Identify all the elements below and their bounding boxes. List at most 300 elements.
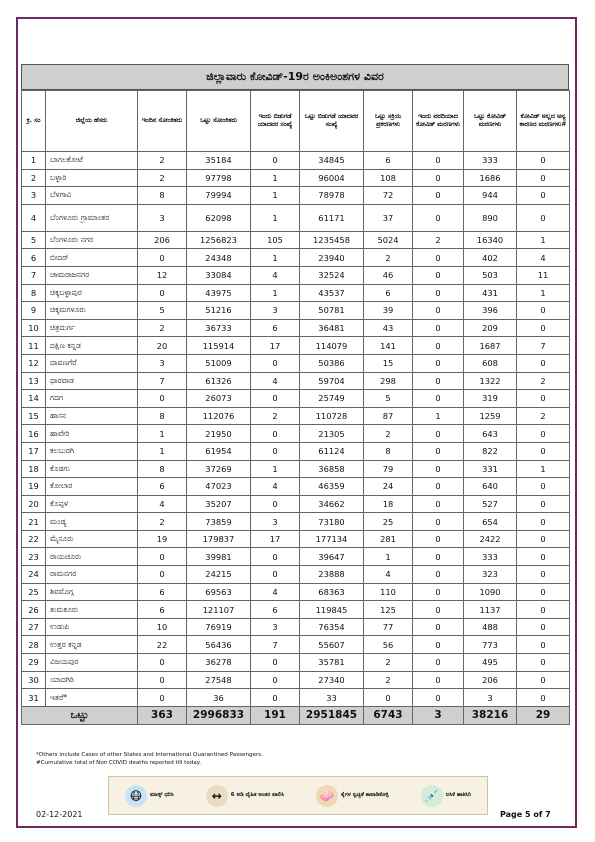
table-cell: 36278 — [187, 654, 251, 672]
table-row — [22, 495, 570, 513]
table-cell: 0 — [517, 187, 570, 205]
table-cell: 0 — [517, 390, 570, 408]
column-header: ಒಟ್ಟು ಕೋವಿಡ್ ಮರಣಗಳು — [464, 91, 517, 152]
table-cell: 32524 — [300, 266, 364, 284]
column-header: ಒಟ್ಟು ಸಕ್ರಿಯ ಪ್ರಕರಣಗಳು — [364, 91, 413, 152]
table-cell: 50781 — [300, 302, 364, 320]
table-cell: 69563 — [187, 583, 251, 601]
table-cell: 21 — [22, 513, 46, 531]
table-cell: 19 — [22, 478, 46, 496]
footnote-non-covid: #Cumulative total of Non COVID deaths reported till today. — [36, 759, 202, 766]
total-cell: 363 — [138, 706, 187, 724]
district-name-cell: ಮೈಸೂರು — [46, 530, 138, 548]
table-cell: 0 — [413, 249, 464, 267]
table-cell: 0 — [413, 187, 464, 205]
table-cell: 0 — [517, 152, 570, 170]
table-cell: 18 — [22, 460, 46, 478]
table-cell: 0 — [413, 654, 464, 672]
table-cell: 17 — [251, 530, 300, 548]
table-cell: 0 — [517, 654, 570, 672]
table-title: ಜಿಲ್ಲಾವಾರು ಕೋವಿಡ್-19ರ ಅಂಕಿಅಂಶಗಳ ವಿವರ — [21, 64, 569, 90]
table-cell: 527 — [464, 495, 517, 513]
table-cell: 79994 — [187, 187, 251, 205]
table-row — [22, 249, 570, 267]
table-cell: 0 — [251, 390, 300, 408]
table-cell: 0 — [413, 548, 464, 566]
table-cell: 209 — [464, 319, 517, 337]
table-cell: 0 — [517, 566, 570, 584]
table-row — [22, 478, 570, 496]
table-cell: 87 — [364, 407, 413, 425]
table-cell: 281 — [364, 530, 413, 548]
district-name-cell: ಕೊಪ್ಪಳ — [46, 495, 138, 513]
table-cell: 944 — [464, 187, 517, 205]
table-cell: 0 — [138, 249, 187, 267]
safety-banner — [108, 776, 488, 815]
table-cell: 56 — [364, 636, 413, 654]
table-row — [22, 601, 570, 619]
table-cell: 0 — [517, 671, 570, 689]
table-row — [22, 636, 570, 654]
table-cell: 110 — [364, 583, 413, 601]
table-cell: 0 — [517, 689, 570, 707]
table-row — [22, 689, 570, 707]
table-row — [22, 319, 570, 337]
table-cell: 33084 — [187, 266, 251, 284]
table-cell: 5024 — [364, 231, 413, 249]
table-cell: 51216 — [187, 302, 251, 320]
table-cell: 2 — [138, 319, 187, 337]
total-row — [22, 706, 570, 724]
total-cell: 3 — [413, 706, 464, 724]
table-cell: 0 — [413, 636, 464, 654]
table-cell: 0 — [413, 583, 464, 601]
footnotes — [36, 752, 263, 767]
table-cell: 27340 — [300, 671, 364, 689]
table-cell: 0 — [138, 654, 187, 672]
table-cell: 0 — [138, 566, 187, 584]
table-cell: 18 — [364, 495, 413, 513]
table-cell: 6 — [138, 478, 187, 496]
table-cell: 0 — [138, 671, 187, 689]
table-cell: 141 — [364, 337, 413, 355]
district-name-cell: ದಕ್ಷಿಣ ಕನ್ನಡ — [46, 337, 138, 355]
district-name-cell: ಚಿತ್ರದುರ್ಗ — [46, 319, 138, 337]
table-cell: 319 — [464, 390, 517, 408]
table-cell: 0 — [413, 169, 464, 187]
table-cell: 10 — [138, 618, 187, 636]
table-cell: 36 — [187, 689, 251, 707]
table-cell: 0 — [517, 601, 570, 619]
table-cell: 47023 — [187, 478, 251, 496]
table-cell: 36733 — [187, 319, 251, 337]
table-header-row — [22, 91, 570, 152]
table-cell: 503 — [464, 266, 517, 284]
table-row — [22, 302, 570, 320]
table-cell: 0 — [413, 478, 464, 496]
table-cell: 0 — [517, 495, 570, 513]
table-cell: 121107 — [187, 601, 251, 619]
table-cell: 1687 — [464, 337, 517, 355]
table-cell: 0 — [251, 425, 300, 443]
table-cell: 4 — [138, 495, 187, 513]
table-cell: 72 — [364, 187, 413, 205]
table-cell: 0 — [413, 152, 464, 170]
table-cell: 7 — [138, 372, 187, 390]
vaccine-icon: 💉 — [421, 785, 443, 807]
page-number: Page 5 of 7 — [500, 810, 551, 819]
table-cell: 0 — [138, 689, 187, 707]
table-cell: 119845 — [300, 601, 364, 619]
district-name-cell: ರಾಯಚೂರು — [46, 548, 138, 566]
column-header: ಇಂದು ವರದಿಯಾದ ಕೋವಿಡ್ ಮರಣಗಳು — [413, 91, 464, 152]
table-cell: 298 — [364, 372, 413, 390]
column-header: ಇಂದು ಬಿಡುಗಡೆ ಯಾದವರ ಸಂಖ್ಯೆ — [251, 91, 300, 152]
banner-item — [206, 785, 284, 807]
table-cell: 1 — [251, 169, 300, 187]
table-cell: 25 — [364, 513, 413, 531]
table-cell: 4 — [251, 266, 300, 284]
table-cell: 16340 — [464, 231, 517, 249]
table-cell: 333 — [464, 548, 517, 566]
district-name-cell: ಬೀದರ್ — [46, 249, 138, 267]
table-cell: 35207 — [187, 495, 251, 513]
table-row — [22, 231, 570, 249]
table-cell: 0 — [413, 671, 464, 689]
table-cell: 0 — [251, 689, 300, 707]
report-date: 02-12-2021 — [36, 810, 83, 819]
table-cell: 35781 — [300, 654, 364, 672]
table-cell: 115914 — [187, 337, 251, 355]
table-cell: 1 — [517, 460, 570, 478]
table-cell: 6 — [251, 319, 300, 337]
district-name-cell: ಕಲಬುರಗಿ — [46, 442, 138, 460]
table-cell: 2 — [138, 513, 187, 531]
district-name-cell: ಉಡುಪಿ — [46, 618, 138, 636]
table-cell: 34662 — [300, 495, 364, 513]
table-row — [22, 654, 570, 672]
table-cell: 3 — [464, 689, 517, 707]
table-cell: 6 — [364, 284, 413, 302]
table-row — [22, 548, 570, 566]
table-row — [22, 390, 570, 408]
table-cell: 0 — [413, 530, 464, 548]
table-cell: 61124 — [300, 442, 364, 460]
table-cell: 0 — [251, 548, 300, 566]
total-label: ಒಟ್ಟು — [22, 706, 138, 724]
table-cell: 431 — [464, 284, 517, 302]
total-cell: 29 — [517, 706, 570, 724]
table-cell: 11 — [22, 337, 46, 355]
district-name-cell: ರಾಮನಗರ — [46, 566, 138, 584]
table-cell: 495 — [464, 654, 517, 672]
table-cell: 96004 — [300, 169, 364, 187]
table-cell: 1 — [138, 425, 187, 443]
table-cell: 773 — [464, 636, 517, 654]
table-cell: 0 — [413, 495, 464, 513]
table-row — [22, 566, 570, 584]
table-cell: 0 — [517, 583, 570, 601]
table-cell: 1 — [517, 231, 570, 249]
table-cell: 2 — [364, 249, 413, 267]
column-header: ಒಟ್ಟು ಸೋಂಕಿತರು — [187, 91, 251, 152]
table-cell: 79 — [364, 460, 413, 478]
table-cell: 3 — [138, 204, 187, 231]
table-cell: 2 — [413, 231, 464, 249]
table-body — [22, 152, 570, 725]
table-cell: 0 — [517, 478, 570, 496]
table-cell: 24 — [364, 478, 413, 496]
table-cell: 125 — [364, 601, 413, 619]
table-cell: 0 — [251, 671, 300, 689]
table-cell: 68363 — [300, 583, 364, 601]
table-cell: 7 — [251, 636, 300, 654]
total-cell: 6743 — [364, 706, 413, 724]
table-cell: 37269 — [187, 460, 251, 478]
table-cell: 0 — [413, 513, 464, 531]
table-cell: 1 — [138, 442, 187, 460]
table-row — [22, 442, 570, 460]
table-cell: 6 — [364, 152, 413, 170]
table-cell: 61954 — [187, 442, 251, 460]
table-row — [22, 152, 570, 170]
table-cell: 50386 — [300, 354, 364, 372]
table-cell: 27548 — [187, 671, 251, 689]
table-cell: 8 — [138, 187, 187, 205]
table-cell: 24 — [22, 566, 46, 584]
table-cell: 35184 — [187, 152, 251, 170]
table-cell: 27 — [22, 618, 46, 636]
table-cell: 0 — [413, 689, 464, 707]
total-cell: 38216 — [464, 706, 517, 724]
district-name-cell: ಯಾದಗಿರಿ — [46, 671, 138, 689]
district-name-cell: ಬೆಂಗಳೂರು ಗ್ರಾಮಾಂತರ — [46, 204, 138, 231]
table-cell: 2 — [517, 407, 570, 425]
table-cell: 9 — [22, 302, 46, 320]
table-cell: 0 — [517, 636, 570, 654]
table-cell: 3 — [251, 302, 300, 320]
table-cell: 1686 — [464, 169, 517, 187]
table-cell: 0 — [413, 372, 464, 390]
table-cell: 1 — [517, 284, 570, 302]
table-cell: 77 — [364, 618, 413, 636]
table-cell: 402 — [464, 249, 517, 267]
table-cell: 0 — [413, 319, 464, 337]
table-cell: 23940 — [300, 249, 364, 267]
table-row — [22, 618, 570, 636]
table-cell: 61326 — [187, 372, 251, 390]
table-cell: 890 — [464, 204, 517, 231]
table-cell: 0 — [413, 204, 464, 231]
table-cell: 46359 — [300, 478, 364, 496]
table-cell: 2 — [364, 425, 413, 443]
table-cell: 1 — [251, 249, 300, 267]
column-header: ಇಂದಿನ ಸೋಂಕಿತರು — [138, 91, 187, 152]
table-cell: 2 — [517, 372, 570, 390]
table-cell: 43975 — [187, 284, 251, 302]
table-cell: 10 — [22, 319, 46, 337]
table-cell: 1235458 — [300, 231, 364, 249]
table-cell: 2422 — [464, 530, 517, 548]
table-cell: 16 — [22, 425, 46, 443]
table-cell: 30 — [22, 671, 46, 689]
table-cell: 61171 — [300, 204, 364, 231]
table-cell: 0 — [138, 548, 187, 566]
table-cell: 8 — [22, 284, 46, 302]
table-cell: 73180 — [300, 513, 364, 531]
table-cell: 0 — [517, 513, 570, 531]
table-cell: 0 — [251, 566, 300, 584]
banner-item-label: ಕೈಗಳ ಸ್ವಚ್ಛತೆ ಕಾಪಾಡಿಕೊಳ್ಳಿ — [341, 792, 389, 798]
table-cell: 22 — [138, 636, 187, 654]
table-cell: 105 — [251, 231, 300, 249]
column-header: ಕ್ರ. ಸಂ — [22, 91, 46, 152]
table-cell: 177134 — [300, 530, 364, 548]
banner-item-label: ಮಾಸ್ಕ್ ಧರಿಸಿ — [150, 792, 174, 798]
table-cell: 0 — [517, 548, 570, 566]
table-cell: 4 — [364, 566, 413, 584]
table-cell: 0 — [251, 495, 300, 513]
table-cell: 179837 — [187, 530, 251, 548]
table-cell: 7 — [22, 266, 46, 284]
table-cell: 4 — [251, 478, 300, 496]
table-cell: 0 — [251, 152, 300, 170]
table-cell: 0 — [517, 442, 570, 460]
table-cell: 0 — [413, 601, 464, 619]
district-name-cell: ಬಳ್ಳಾರಿ — [46, 169, 138, 187]
table-cell: 22 — [22, 530, 46, 548]
table-row — [22, 513, 570, 531]
district-name-cell: ಹಾಸನ — [46, 407, 138, 425]
table-cell: 488 — [464, 618, 517, 636]
table-cell: 2 — [364, 671, 413, 689]
table-cell: 2 — [138, 152, 187, 170]
table-cell: 5 — [22, 231, 46, 249]
footnote-others: *Others include Cases of other States and International Quarantined Passengers. — [36, 752, 263, 758]
table-cell: 1090 — [464, 583, 517, 601]
table-cell: 62098 — [187, 204, 251, 231]
table-cell: 24215 — [187, 566, 251, 584]
district-name-cell: ಬಾಗಲಕೋಟೆ — [46, 152, 138, 170]
table-cell: 206 — [138, 231, 187, 249]
table-cell: 4 — [251, 372, 300, 390]
distance-icon: ↔ — [206, 785, 228, 807]
banner-item-label: 6 ಅಡಿ ದೈಹಿಕ ಅಂತರ ಪಾಲಿಸಿ — [230, 792, 285, 798]
banner-item — [421, 785, 471, 807]
table-row — [22, 187, 570, 205]
table-cell: 333 — [464, 152, 517, 170]
covid-table-container — [21, 64, 569, 725]
district-name-cell: ವಿಜಯಪುರ — [46, 654, 138, 672]
table-cell: 0 — [413, 390, 464, 408]
table-row — [22, 530, 570, 548]
banner-item — [316, 785, 389, 807]
district-name-cell: ಬೆಳಗಾವಿ — [46, 187, 138, 205]
table-row — [22, 460, 570, 478]
table-cell: 17 — [22, 442, 46, 460]
district-name-cell: ಹಾವೇರಿ — [46, 425, 138, 443]
table-cell: 0 — [413, 284, 464, 302]
table-cell: 1 — [22, 152, 46, 170]
table-row — [22, 284, 570, 302]
table-cell: 0 — [138, 390, 187, 408]
table-cell: 0 — [413, 460, 464, 478]
table-cell: 13 — [22, 372, 46, 390]
table-cell: 19 — [138, 530, 187, 548]
table-cell: 0 — [517, 169, 570, 187]
table-cell: 0 — [517, 425, 570, 443]
table-cell: 110728 — [300, 407, 364, 425]
table-row — [22, 671, 570, 689]
table-cell: 0 — [138, 284, 187, 302]
table-cell: 6 — [138, 601, 187, 619]
table-cell: 12 — [22, 354, 46, 372]
district-name-cell: ತುಮಕೂರು — [46, 601, 138, 619]
table-cell: 36858 — [300, 460, 364, 478]
table-cell: 112076 — [187, 407, 251, 425]
table-cell: 0 — [413, 618, 464, 636]
table-cell: 56436 — [187, 636, 251, 654]
table-cell: 59704 — [300, 372, 364, 390]
table-cell: 0 — [517, 302, 570, 320]
table-cell: 76919 — [187, 618, 251, 636]
table-cell: 2 — [138, 169, 187, 187]
table-cell: 21305 — [300, 425, 364, 443]
district-name-cell: ದಾವಣಗೆರೆ — [46, 354, 138, 372]
table-cell: 6 — [251, 601, 300, 619]
table-cell: 0 — [517, 319, 570, 337]
table-cell: 15 — [22, 407, 46, 425]
table-cell: 39 — [364, 302, 413, 320]
table-cell: 11 — [517, 266, 570, 284]
table-cell: 4 — [517, 249, 570, 267]
table-cell: 0 — [413, 266, 464, 284]
banner-item-label: ಲಸಿಕೆ ಹಾಕಿಸಿರಿ — [445, 792, 471, 798]
table-cell: 20 — [22, 495, 46, 513]
table-cell: 643 — [464, 425, 517, 443]
district-name-cell: ಚಿಕ್ಕಮಗಳೂರು — [46, 302, 138, 320]
table-cell: 28 — [22, 636, 46, 654]
table-cell: 1256823 — [187, 231, 251, 249]
table-cell: 43 — [364, 319, 413, 337]
table-cell: 0 — [413, 425, 464, 443]
table-cell: 25 — [22, 583, 46, 601]
table-cell: 51009 — [187, 354, 251, 372]
table-cell: 114079 — [300, 337, 364, 355]
table-cell: 39647 — [300, 548, 364, 566]
table-cell: 55607 — [300, 636, 364, 654]
table-cell: 8 — [138, 407, 187, 425]
table-cell: 1 — [251, 284, 300, 302]
table-row — [22, 354, 570, 372]
table-row — [22, 266, 570, 284]
table-cell: 8 — [364, 442, 413, 460]
table-cell: 21950 — [187, 425, 251, 443]
column-header: ಒಟ್ಟು ಬಿಡುಗಡೆ ಯಾದವರ ಸಂಖ್ಯೆ — [300, 91, 364, 152]
district-name-cell: ಬೆಂಗಳೂರು ನಗರ — [46, 231, 138, 249]
table-cell: 14 — [22, 390, 46, 408]
table-cell: 23888 — [300, 566, 364, 584]
table-cell: 323 — [464, 566, 517, 584]
district-name-cell: ಶಿವಮೊಗ್ಗ — [46, 583, 138, 601]
table-cell: 0 — [517, 530, 570, 548]
table-cell: 7 — [517, 337, 570, 355]
mask-icon: 😷 — [125, 785, 147, 807]
table-cell: 654 — [464, 513, 517, 531]
district-covid-table — [21, 90, 570, 725]
table-cell: 1259 — [464, 407, 517, 425]
district-name-cell: ಉತ್ತರ ಕನ್ನಡ — [46, 636, 138, 654]
